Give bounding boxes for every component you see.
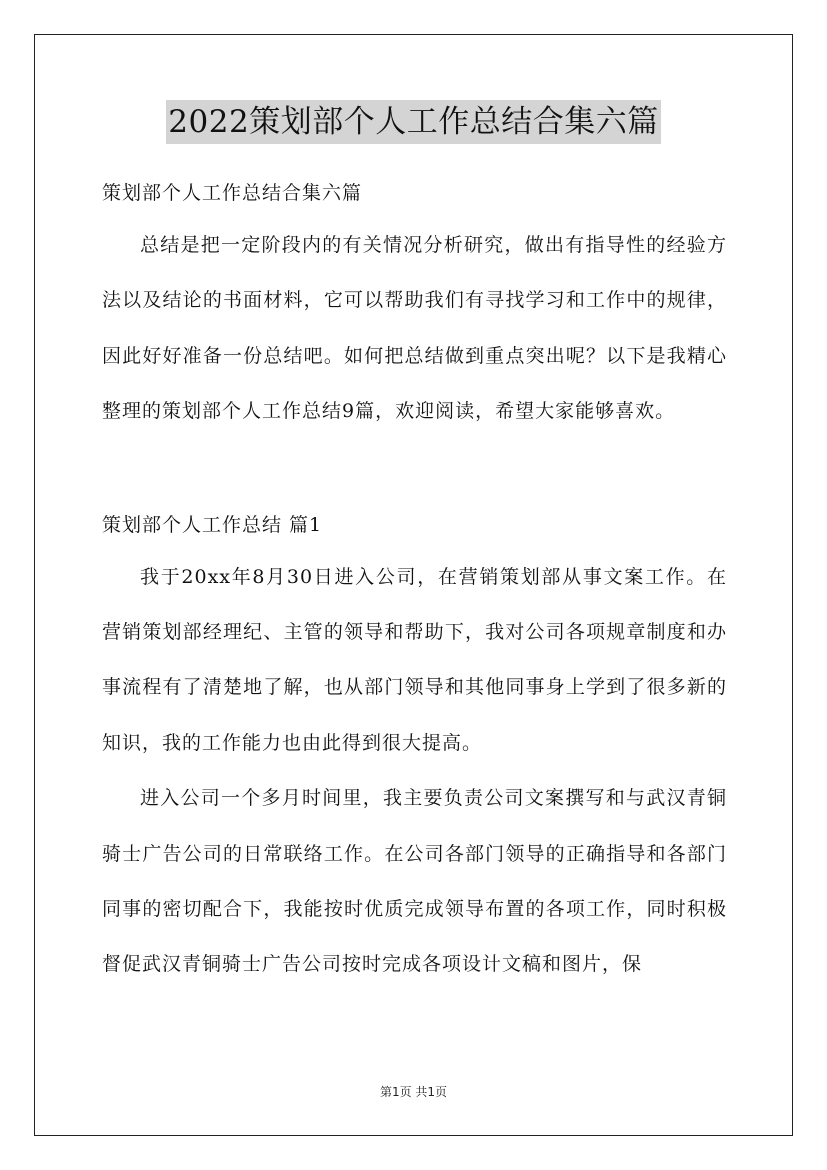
document-title-text: 2022策划部个人工作总结合集六篇 xyxy=(166,100,660,144)
intro-paragraph: 总结是把一定阶段内的有关情况分析研究，做出有指导性的经验方法以及结论的书面材料，它可以帮助我们有寻找学习和工作中的规律，因此好好准备一份总结吧。如何把总结做到重点突出呢？以下是我精心整理的策划部个人工作总结9篇，欢迎阅读，希望大家能够喜欢。 xyxy=(102,234,727,423)
body-paragraph: 我于20xx年8月30日进入公司，在营销策划部从事文案工作。在营销策划部经理纪、主管的领导和帮助下，我对公司各项规章制度和办事流程有了清楚地了解，也从部门领导和其他同事身上学到了很多新的知识，我的工作能力也由此得到很大提高。 xyxy=(102,565,727,754)
page-number: 第1页 共1页 xyxy=(379,1085,448,1099)
body-paragraph: 进入公司一个多月时间里，我主要负责公司文案撰写和与武汉青铜骑士广告公司的日常联络工作。在公司各部门领导的正确指导和各部门同事的密切配合下，我能按时优质完成领导布置的各项工作，同时积极督促武汉青铜骑士广告公司按时完成各项设计文稿和图片，保 xyxy=(102,787,727,976)
section-gap xyxy=(102,440,727,500)
document-subtitle: 策划部个人工作总结合集六篇 xyxy=(102,182,363,204)
section-heading: 策划部个人工作总结 篇1 xyxy=(102,513,323,536)
document-body xyxy=(102,168,727,993)
document-title xyxy=(0,100,827,144)
